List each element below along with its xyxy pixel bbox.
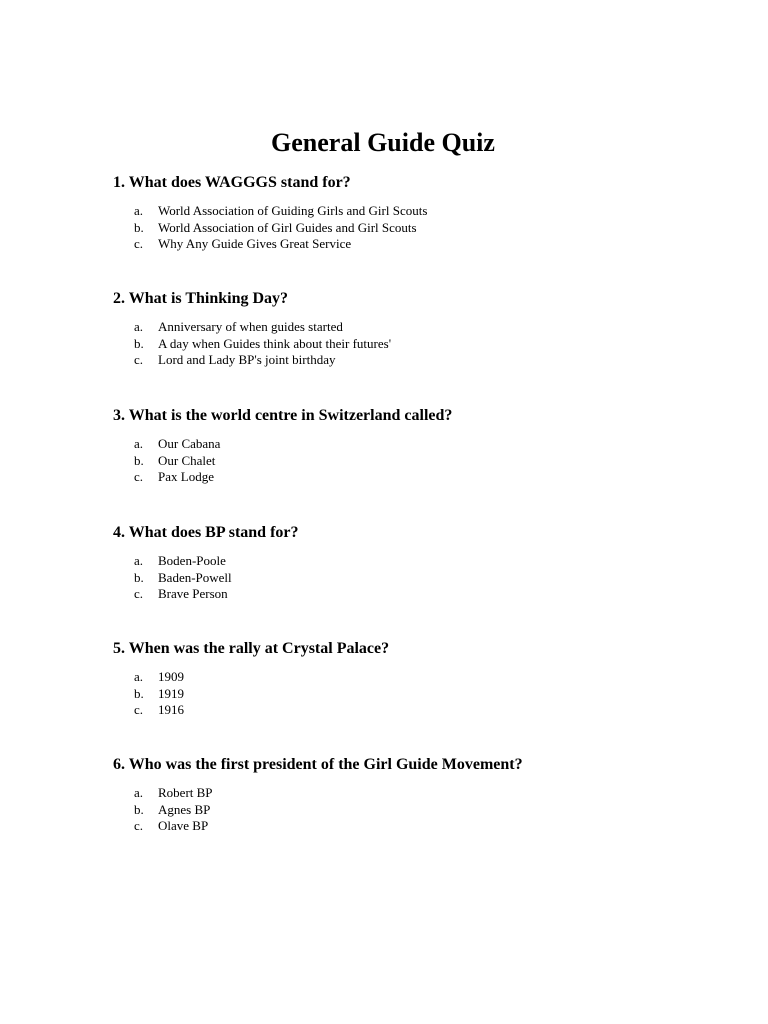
option-letter: c.: [134, 352, 144, 367]
option-letter: b.: [134, 801, 144, 817]
option-letter: a.: [134, 785, 144, 800]
question-6: [113, 755, 713, 833]
option-text: Agnes BP: [158, 801, 211, 817]
option-text: Anniversary of when guides started: [158, 319, 343, 334]
question-5: [113, 639, 713, 717]
question-heading: 6. Who was the first president of the Girl Guide Movement?: [113, 756, 523, 773]
question-2: [113, 289, 713, 367]
option-text: Robert BP: [158, 785, 213, 800]
question-heading: 3. What is the world centre in Switzerland called?: [113, 407, 453, 424]
page-title: General Guide Quiz: [271, 128, 495, 157]
option-letter: a.: [134, 669, 144, 684]
option-text: Brave Person: [158, 586, 228, 601]
option-text: 1919: [158, 685, 184, 701]
option-text: Our Cabana: [158, 436, 221, 451]
option-letter: c.: [134, 702, 144, 717]
question-4: [113, 523, 713, 601]
option-letter: b.: [134, 685, 144, 701]
option-letter: a.: [134, 203, 144, 218]
question-heading: 4. What does BP stand for?: [113, 524, 299, 541]
option-letter: c.: [134, 236, 144, 251]
option-text: 1916: [158, 702, 184, 717]
question-3: [113, 406, 713, 484]
option-letter: a.: [134, 553, 144, 568]
option-letter: b.: [134, 219, 144, 235]
option-letter: b.: [134, 569, 144, 585]
option-text: Our Chalet: [158, 452, 216, 468]
question-heading: 1. What does WAGGGS stand for?: [113, 174, 351, 191]
option-letter: a.: [134, 319, 144, 334]
option-text: Pax Lodge: [158, 469, 214, 484]
option-letter: c.: [134, 586, 144, 601]
option-text: World Association of Guiding Girls and Girl Scouts: [158, 203, 428, 218]
option-text: Why Any Guide Gives Great Service: [158, 236, 352, 251]
question-heading: 2. What is Thinking Day?: [113, 290, 289, 307]
option-text: 1909: [158, 669, 184, 684]
option-letter: c.: [134, 818, 144, 833]
option-text: World Association of Girl Guides and Girl Scouts: [158, 219, 417, 235]
option-letter: b.: [134, 335, 144, 351]
question-1: [113, 173, 713, 251]
option-letter: a.: [134, 436, 144, 451]
option-text: Lord and Lady BP's joint birthday: [158, 352, 336, 367]
option-letter: c.: [134, 469, 144, 484]
option-text: Baden-Powell: [158, 569, 232, 585]
option-text: Boden-Poole: [158, 553, 226, 568]
option-text: A day when Guides think about their futures': [158, 335, 392, 351]
question-heading: 5. When was the rally at Crystal Palace?: [113, 640, 390, 657]
option-letter: b.: [134, 452, 144, 468]
option-text: Olave BP: [158, 818, 209, 833]
